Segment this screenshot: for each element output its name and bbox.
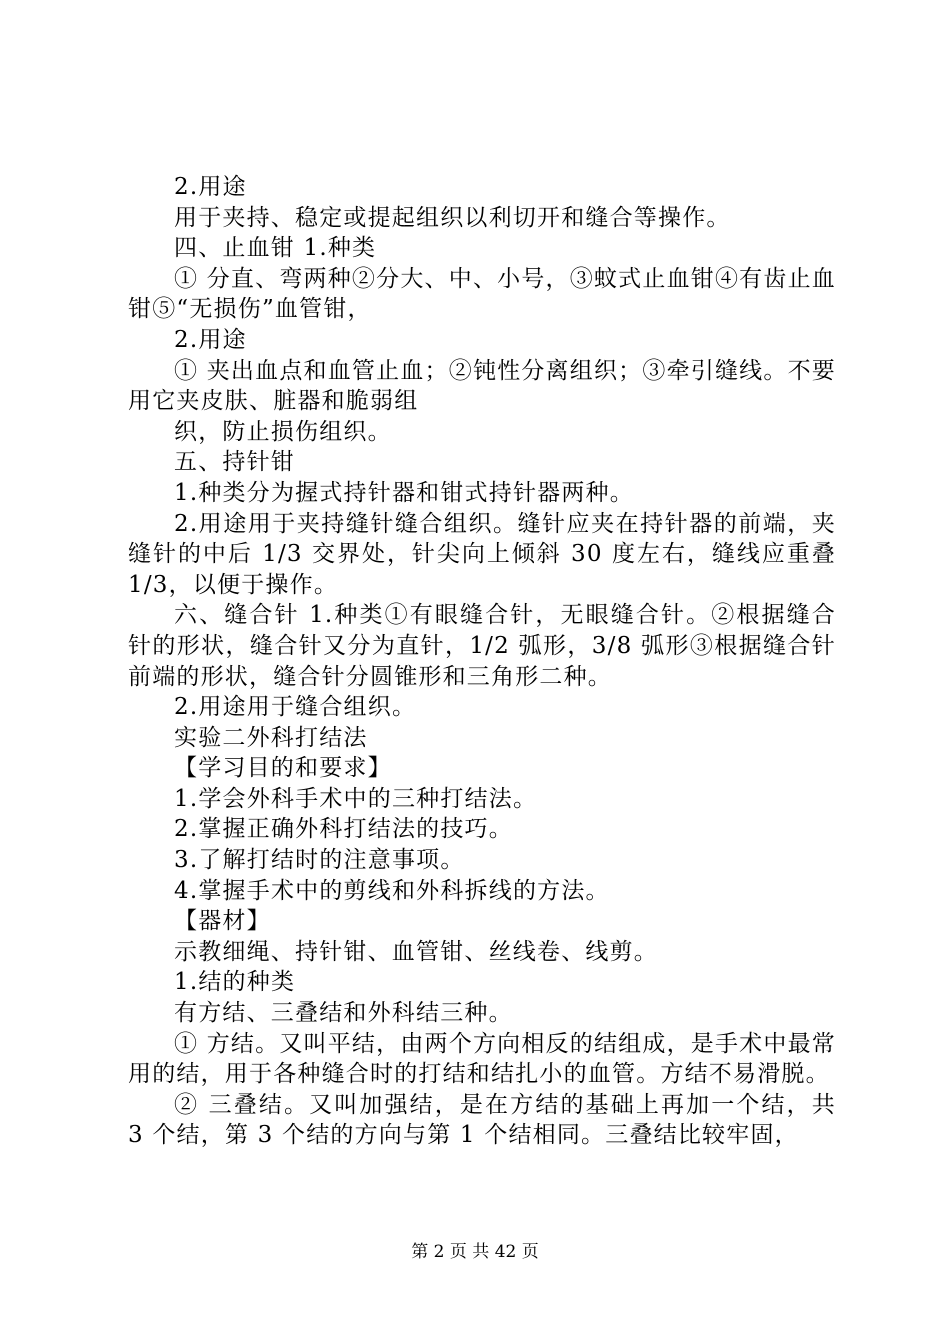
list-item: 4.掌握手术中的剪线和外科拆线的方法。: [174, 877, 610, 904]
list-item: 3.了解打结时的注意事项。: [174, 847, 465, 874]
paragraph: 2.用途: [174, 326, 247, 353]
paragraph: ① 夹出血点和血管止血；②钝性分离组织；③牵引缝线。不要用它夹皮肤、脏器和脆弱组: [128, 357, 836, 415]
paragraph: ① 方结。又叫平结，由两个方向相反的结组成，是手术中最常用的结，用于各种缝合时的打结和结扎小的血管。方结不易滑脱。: [128, 1030, 836, 1088]
paragraph: 2.用途: [174, 174, 247, 200]
document-body: [128, 172, 836, 1151]
section-heading: 实验二外科打结法: [174, 724, 368, 751]
paragraph: 1.种类分为握式持针器和钳式持针器两种。: [174, 479, 634, 506]
paragraph: 示教细绳、持针钳、血管钳、丝线卷、线剪。: [174, 938, 658, 965]
paragraph: 六、缝合针 1.种类①有眼缝合针，无眼缝合针。②根据缝合针的形状，缝合针又分为直针，1/2 弧形，3/8 弧形③根据缝合针前端的形状，缝合针分圆锥形和三角形二种。: [128, 602, 836, 690]
paragraph: ① 分直、弯两种②分大、中、小号，③蚊式止血钳④有齿止血钳⑤“无损伤”血管钳，: [128, 265, 836, 323]
list-item: 1.学会外科手术中的三种打结法。: [174, 785, 538, 812]
list-item: 2.掌握正确外科打结法的技巧。: [174, 816, 513, 843]
paragraph: ② 三叠结。又叫加强结，是在方结的基础上再加一个结，共 3 个结，第 3 个结的方向与第 1 个结相同。三叠结比较牢固，: [128, 1091, 836, 1149]
paragraph: 1.结的种类: [174, 969, 296, 996]
section-heading: 【器材】: [174, 908, 271, 935]
paragraph: 2.用途用于缝合组织。: [174, 694, 417, 721]
paragraph: 2.用途用于夹持缝针缝合组织。缝针应夹在持针器的前端，夹缝针的中后 1/3 交界处，针尖向上倾斜 30 度左右，缝线应重叠 1/3，以便于操作。: [128, 510, 836, 598]
section-heading: 五、持针钳: [174, 449, 295, 476]
section-heading: 【学习目的和要求】: [174, 755, 392, 782]
page-number-footer: 第 2 页 共 42 页: [411, 1242, 539, 1262]
paragraph: 织，防止损伤组织。: [174, 418, 392, 445]
paragraph: 有方结、三叠结和外科结三种。: [174, 1000, 513, 1027]
paragraph: 用于夹持、稳定或提起组织以利切开和缝合等操作。: [174, 204, 731, 231]
section-heading: 四、止血钳 1.种类: [174, 235, 377, 262]
